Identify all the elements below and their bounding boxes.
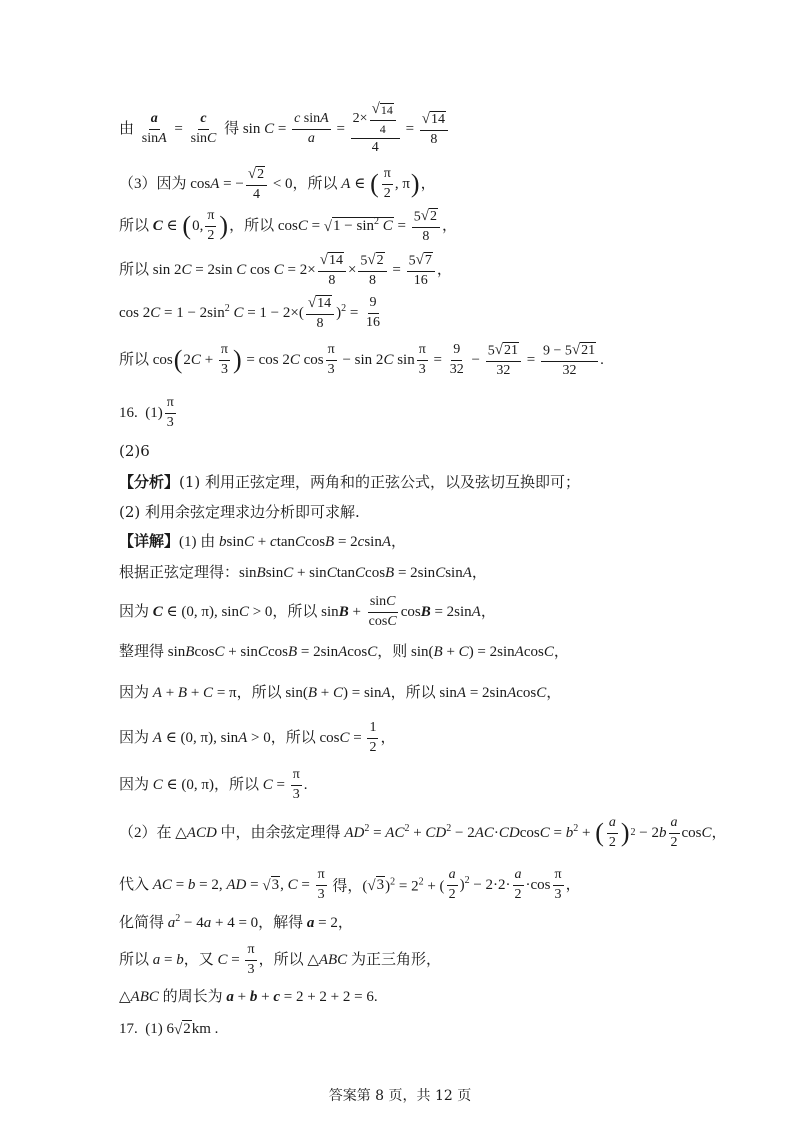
problem-17-part1: 17. (1) 6 √ 2 km . xyxy=(119,1020,219,1039)
detail-line-3: 因为 C ∈ (0, π), sinC > 0，所以 sinB + $\frac{\sin C}{\cos C}$ cosB = 2sinA， xyxy=(119,593,496,629)
detail-line-1: 【详解】 (1) 由 bsinC + ctanCcosB = 2csinA， xyxy=(119,533,407,550)
page-footer: 答案第 8 页，共 12 页 xyxy=(328,1088,472,1104)
detail-line-12: △ABC 的周长为 a + b + c = 2 + 2 + 2 = 6. xyxy=(119,988,378,1005)
detail-line-10: 化简得 $a^2 - 4a + 4 = 0$，解得 a = 2， xyxy=(119,912,353,931)
detail-line-9: 代入 AC = b = 2, AD = √ 3 , C = $\frac{\pi}{3}$ 得，( √ 3 )$^2 = 2^2$ + ( $\frac{a}{2}$ )$^2$ − 2·2· $\frac{a}{2}$ ·cos $\frac{\pi}{3}$ ， xyxy=(119,866,581,902)
detail-line-4: 整理得 sinBcosC + sinCcosB = 2sinAcosC，则 sin(B + C) = 2sinAcosC， xyxy=(119,643,569,660)
detail-line-6: 因为 A ∈ (0, π), sinA > 0，所以 cosC = $\frac{1}{2}$ ， xyxy=(119,719,396,755)
problem-16-part2: (2)6 xyxy=(119,441,150,460)
solution-line-1: 由 $\frac{a}{\sin A}$ = $\frac{c}{\sin C}$ 得 sin C = $\frac{\text{c sinA}}{a}$ = 2× √ 14 4 4 = √ 14 8 xyxy=(119,104,760,154)
detail-line-2: 根据正弦定理得：sinBsinC + sinCtanCcosB = 2sinCsinA， xyxy=(119,564,487,581)
solution-line-3: 所以 C ∈ ( 0, $\frac{\pi}{2}$ ) ，所以 cosC = √ $1 - \sin^2 C$ = 5 √ 2 8 ， xyxy=(119,207,457,244)
detail-line-7: 因为 C ∈ (0, π)，所以 C = $\frac{\pi}{3}$ . xyxy=(119,766,308,802)
solution-line-5: $\cos 2C = 1 - 2\sin^2$ C = 1 − 2×( √ 14 8 )$^2$ = $\frac{9}{16}$ xyxy=(119,294,381,331)
detail-line-11: 所以 a = b，又 C = $\frac{\pi}{3}$ ，所以 △ABC 为正三角形， xyxy=(119,941,441,977)
solution-line-6: 所以 cos ( 2C + $\frac{\pi}{3}$ ) = cos 2C cos $\frac{\pi}{3}$ − sin 2C sin $\frac{\pi}{3}$ = $\frac{9}{32}$ − 5 √ 21 32 = 9 − 5 √ 21 32 . xyxy=(119,341,604,378)
problem-16-part1: 16. (1) $\frac{\pi}{3}$ xyxy=(119,394,174,430)
solution-line-2: （3）因为 cosA = − √ 2 4 < 0，所以 A ∈ ( $\frac{\pi}{2}$ , π ) ， xyxy=(119,165,436,202)
detail-line-8: （2）在 △ACD 中，由余弦定理得 $AD^2 = AC^2 + CD^2 - 2AC\cdot CDcosC = b^2$ + ( $\frac{a}{2}$ ) 2 − 2b $\frac{a}{2}$ cosC， xyxy=(119,814,727,850)
analysis-line-1: 【分析】 (1) 利用正弦定理，两角和的正弦公式，以及弦切互换即可； xyxy=(119,472,581,491)
solution-line-4: 所以 sin 2C = 2sin C cos C = 2× √ 14 8 × 5 √ 2 8 = 5 √ 7 16 ， xyxy=(119,251,452,288)
analysis-line-2: (2) 利用余弦定理求边分析即可求解. xyxy=(119,502,360,521)
detail-line-5: 因为 A + B + C = π，所以 sin(B + C) = sinA，所以 sinA = 2sinAcosC， xyxy=(119,684,562,701)
